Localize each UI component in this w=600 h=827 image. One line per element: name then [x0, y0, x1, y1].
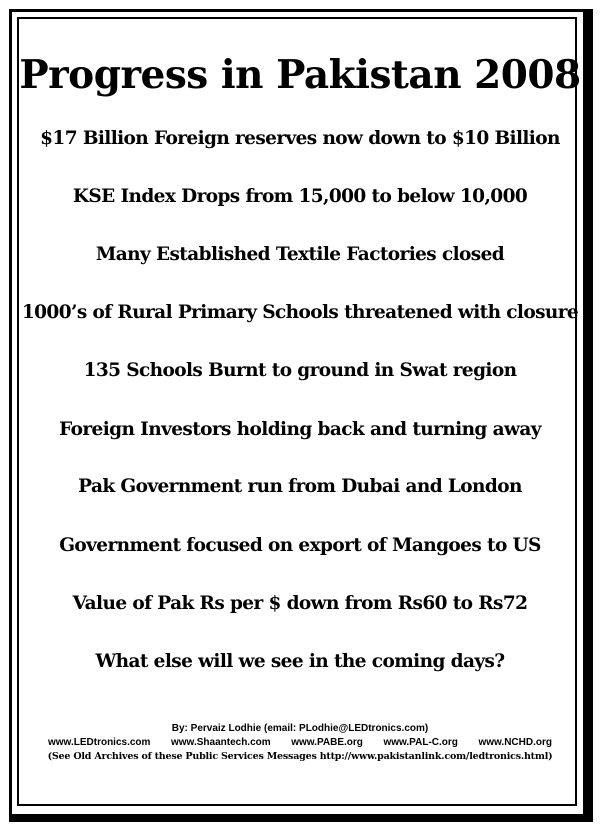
- link-nchd[interactable]: www.NCHD.org: [478, 737, 552, 748]
- headline-rural-schools: 1000’s of Rural Primary Schools threatened with closure: [21, 302, 579, 323]
- link-pabe[interactable]: www.PABE.org: [291, 737, 363, 748]
- headline-rupee-value: Value of Pak Rs per $ down from Rs60 to Rs72: [72, 593, 528, 614]
- link-pal-c[interactable]: www.PAL-C.org: [383, 737, 458, 748]
- headline-foreign-reserves: $17 Billion Foreign reserves now down to $10 Billion: [40, 128, 560, 149]
- headline-coming-days: What else will we see in the coming days?: [95, 651, 505, 672]
- headline-government-dubai-london: Pak Government run from Dubai and London: [78, 476, 522, 497]
- link-ledtronics[interactable]: www.LEDtronics.com: [48, 737, 151, 748]
- footer-links: [48, 737, 552, 748]
- headline-swat-schools: 135 Schools Burnt to ground in Swat region: [83, 360, 517, 381]
- headline-kse-index: KSE Index Drops from 15,000 to below 10,000: [72, 186, 528, 207]
- footer-byline: By: Pervaiz Lodhie (email: PLodhie@LEDtronics.com): [171, 723, 429, 734]
- headline-foreign-investors: Foreign Investors holding back and turning away: [59, 419, 541, 440]
- headline-textile-factories: Many Established Textile Factories closed: [95, 244, 505, 265]
- link-shaantech[interactable]: www.Shaantech.com: [170, 737, 271, 748]
- poster-title: Progress in Pakistan 2008: [19, 52, 581, 98]
- footer-archive-note: (See Old Archives of these Public Services Messages http://www.pakistanlink.com/ledtronics.html): [47, 751, 553, 762]
- headline-mango-export: Government focused on export of Mangoes to US: [59, 535, 541, 556]
